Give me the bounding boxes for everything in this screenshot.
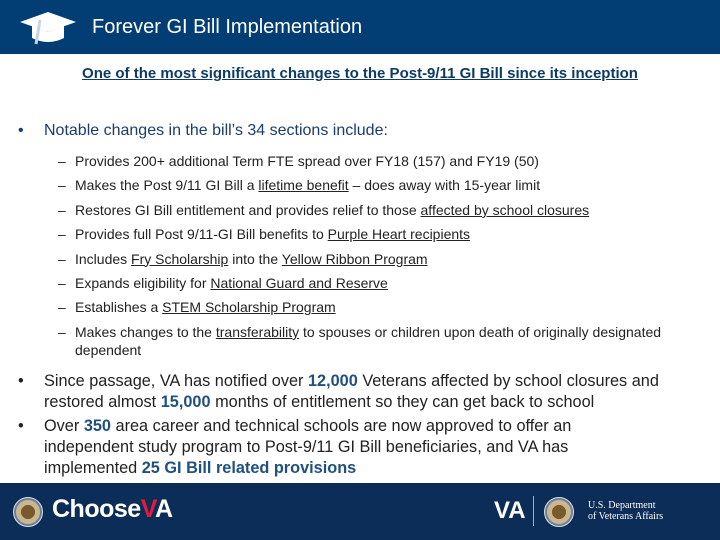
list-item bbox=[58, 298, 675, 322]
va-seal-icon bbox=[544, 497, 574, 527]
slide-subtitle: One of the most significant changes to the Post-9/11 GI Bill since its inception bbox=[82, 65, 638, 82]
choose-va-logo: ChooseVA bbox=[52, 495, 173, 523]
divider bbox=[533, 496, 534, 526]
list-item bbox=[58, 250, 675, 274]
bullet-text: Since passage, VA has notified over bbox=[44, 372, 308, 390]
dash-icon: – bbox=[58, 250, 66, 267]
bullet-icon: • bbox=[18, 122, 24, 139]
item-underlined: Yellow Ribbon Program bbox=[281, 250, 428, 267]
changes-list bbox=[58, 152, 675, 359]
item-text: Provides 200+ additional Term FTE spread over FY18 (157) and FY19 (50) bbox=[75, 153, 539, 169]
item-underlined: National Guard and Reserve bbox=[210, 274, 388, 291]
department-name: U.S. Department of Veterans Affairs bbox=[588, 500, 664, 522]
notable-changes-text: Notable changes in the bill’s 34 sections include: bbox=[44, 122, 388, 139]
item-underlined: lifetime benefit bbox=[258, 177, 349, 194]
item-text: Makes changes to the bbox=[75, 323, 216, 340]
bullet-text: Veterans affected by school closures and restored almost bbox=[44, 372, 659, 411]
item-text: Establishes a bbox=[75, 299, 163, 316]
page-title: Forever GI Bill Implementation bbox=[92, 16, 363, 38]
item-underlined: STEM Scholarship Program bbox=[162, 299, 336, 316]
item-text: to spouses or children upon death of originally designated dependent bbox=[75, 323, 662, 358]
bullet-text: months of entitlement so they can get back to school bbox=[210, 393, 595, 411]
item-text: Provides full Post 9/11-GI Bill benefits to bbox=[75, 226, 328, 243]
item-underlined: affected by school closures bbox=[420, 201, 590, 218]
header-bar bbox=[0, 0, 720, 54]
stat-bullet bbox=[18, 371, 698, 413]
item-underlined: Fry Scholarship bbox=[131, 250, 229, 267]
list-item bbox=[58, 152, 675, 176]
dash-icon: – bbox=[58, 153, 66, 169]
highlight-number: 350 bbox=[83, 417, 111, 435]
stat-bullet bbox=[18, 416, 658, 479]
item-underlined: transferability bbox=[215, 323, 300, 340]
graduation-cap-icon bbox=[18, 10, 78, 46]
list-item bbox=[58, 274, 675, 298]
bullet-icon: • bbox=[18, 372, 24, 390]
dash-icon: – bbox=[58, 274, 66, 291]
item-text: – does away with 15-year limit bbox=[348, 177, 541, 194]
list-item bbox=[58, 176, 675, 200]
dash-icon: – bbox=[58, 323, 66, 340]
va-logo: VA bbox=[494, 497, 526, 524]
item-text: Makes the Post 9/11 GI Bill a bbox=[75, 177, 259, 194]
dash-icon: – bbox=[58, 177, 66, 194]
list-item bbox=[58, 201, 675, 225]
dash-icon: – bbox=[58, 226, 66, 243]
item-text: Restores GI Bill entitlement and provides relief to those bbox=[75, 201, 421, 218]
highlight-number: 12,000 bbox=[307, 372, 358, 390]
item-text: into the bbox=[228, 250, 282, 267]
item-text: Expands eligibility for bbox=[75, 274, 211, 291]
bullet-text: Over bbox=[44, 417, 84, 435]
bullet-icon: • bbox=[18, 417, 24, 435]
list-item bbox=[58, 323, 675, 359]
highlight-number: 15,000 bbox=[160, 393, 211, 411]
item-underlined: Purple Heart recipients bbox=[327, 226, 471, 243]
dash-icon: – bbox=[58, 299, 66, 316]
item-text: Includes bbox=[75, 250, 132, 267]
dash-icon: – bbox=[58, 201, 66, 218]
bullet-text: area career and technical schools are now approved to offer an independent study program to Post-9/11 GI Bill beneficiaries, and VA has implemented bbox=[44, 417, 572, 477]
highlight-text: 25 GI Bill related provisions bbox=[141, 459, 357, 477]
list-item bbox=[58, 225, 675, 249]
footer-bar bbox=[0, 483, 720, 540]
va-seal-icon bbox=[13, 497, 43, 527]
